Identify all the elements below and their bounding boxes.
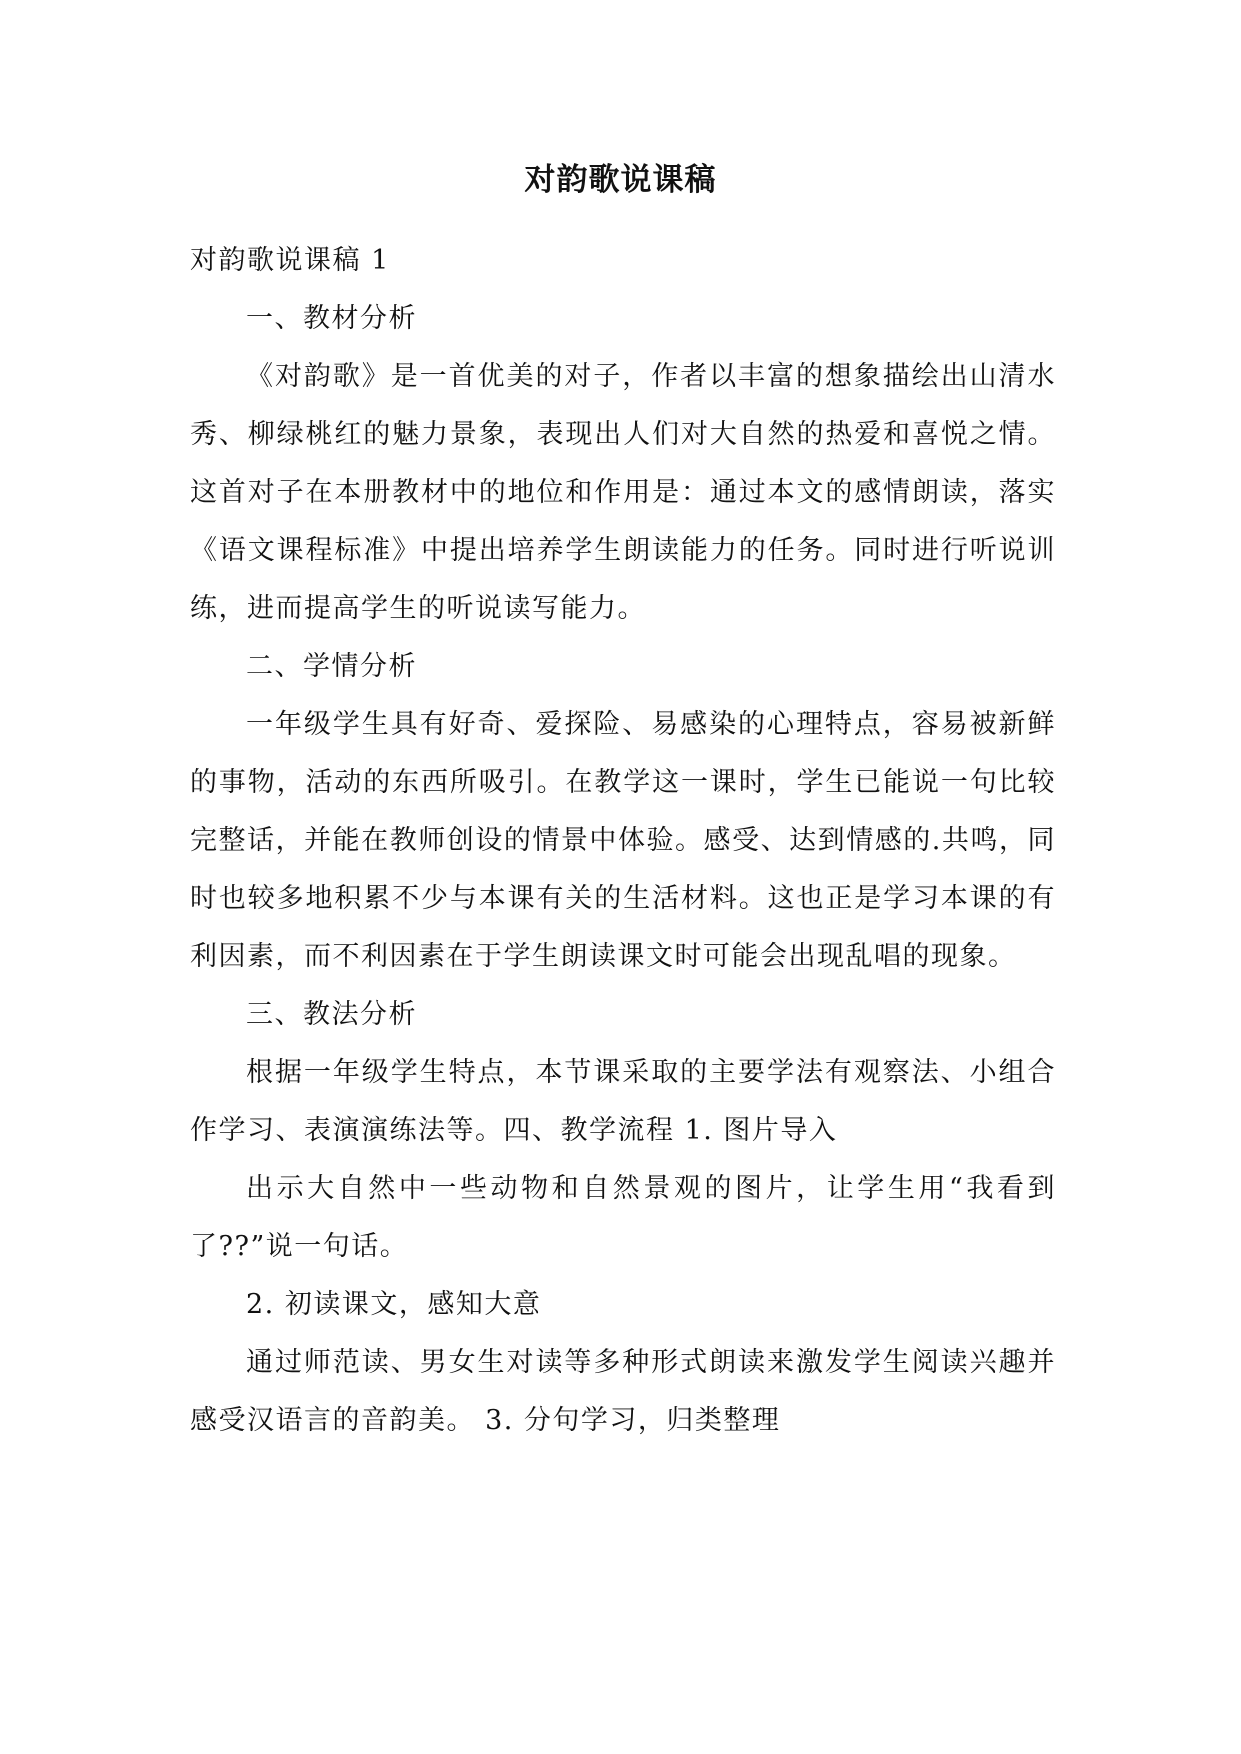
section-heading-method-analysis: 三、教法分析 [246,999,417,1030]
paragraph: 一年级学生具有好奇、爱探险、易感染的心理特点，容易被新鲜的事物，活动的东西所吸引。在教学这一课时，学生已能说一句比较完整话，并能在教师创设的情景中体验。感受、达到情感的.共鸣，同时也较多地积累不少与本课有关的生活材料。这也正是学习本课的有利因素，而不利因素在于学生朗读课文时可能会出现乱唱的现象。 [190,709,1056,972]
paragraph-heading-1: 对韵歌说课稿 1 [190,245,390,276]
section-heading-textbook-analysis: 一、教材分析 [246,303,417,334]
paragraph: 2. 初读课文，感知大意 [246,1289,542,1320]
paragraph: 根据一年级学生特点，本节课采取的主要学法有观察法、小组合作学习、表演演练法等。四、教学流程 1. 图片导入 [190,1057,1056,1146]
paragraph: 通过师范读、男女生对读等多种形式朗读来激发学生阅读兴趣并感受汉语言的音韵美。 3. 分句学习，归类整理 [190,1347,1056,1436]
document-title: 对韵歌说课稿 [524,162,717,198]
section-heading-student-analysis: 二、学情分析 [246,651,417,682]
document-body [190,232,1056,1450]
paragraph: 出示大自然中一些动物和自然景观的图片，让学生用“我看到了??”说一句话。 [190,1173,1056,1262]
paragraph: 《对韵歌》是一首优美的对子，作者以丰富的想象描绘出山清水秀、柳绿桃红的魅力景象，表现出人们对大自然的热爱和喜悦之情。这首对子在本册教材中的地位和作用是：通过本文的感情朗读，落实《语文课程标准》中提出培养学生朗读能力的任务。同时进行听说训练，进而提高学生的听说读写能力。 [190,361,1056,624]
